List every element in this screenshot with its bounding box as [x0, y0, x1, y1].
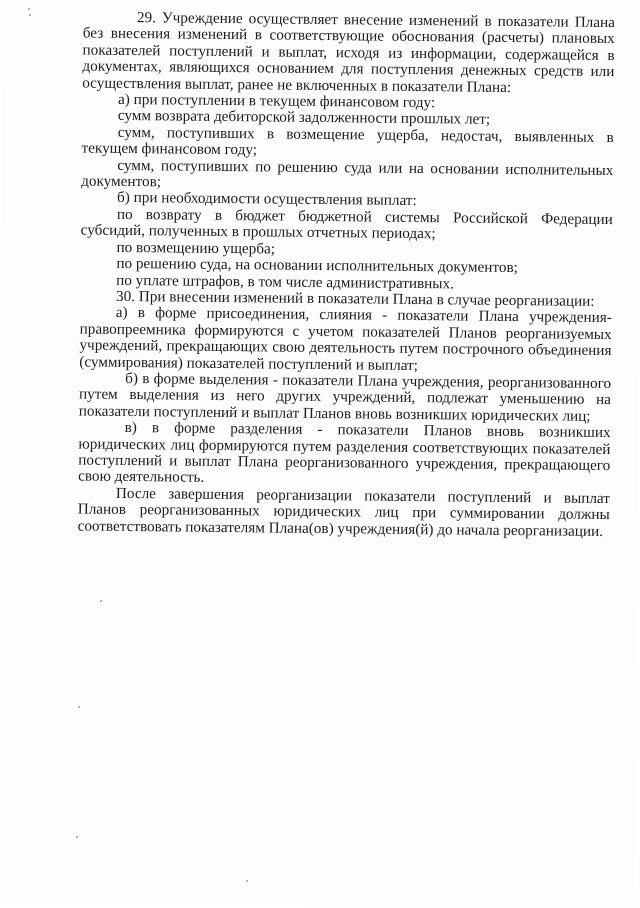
paragraph-29: 29. Учреждение осуществляет внесение изменений в показатели Плана без внесения изменений в соответствующие обоснования (расчеты) плановых показателей поступлений и выплат, исходя из информации, содержащейся в документах, являющихся основанием для поступления денежных средств или осуществления выплат, ранее не включенных в показатели Плана: — [82, 9, 616, 96]
paragraph-29-a: а) при поступлении в текущем финансовом году: — [118, 90, 436, 112]
scan-speck — [100, 600, 102, 602]
scan-speck — [28, 8, 30, 10]
document-body — [78, 10, 615, 541]
paragraph-29-b-3: по решению суда, на основании исполнительных документов; — [116, 254, 518, 277]
paragraph-30-c: в) в форме разделения - показатели Планов вновь возникших юридических лиц формируются путем разделения соответствующих показателей поступлений и выплат Плана реорганизованного учреждения, прекращающего свою деятельность. — [78, 419, 611, 487]
paragraph-29-a-3: сумм, поступивших по решению суда или на основании исполнительных документов; — [81, 156, 614, 191]
paragraph-30-b: б) в форме выделения - показатели Плана учреждения, реорганизованного путем выделения из него других учреждений, подлежат уменьшению на показатели поступлений и выплат Планов вновь возникших юридических лиц; — [78, 369, 612, 425]
scan-speck — [76, 836, 78, 838]
paragraph-29-b-4: по уплате штрафов, в том числе административных. — [116, 271, 455, 292]
paragraph-29-b-2: по возмещению ущерба; — [116, 238, 276, 258]
paragraph-29-b: б) при необходимости осуществления выплат: — [116, 189, 417, 210]
paragraph-30-closing: После завершения реорганизации показатели поступлений и выплат Планов реорганизованных юридических лиц при суммировании должны соответствовать показателям Плана(ов) учреждения(й) до начала реорганизации. — [77, 484, 611, 540]
paragraph-29-a-2: сумм, поступивших в возмещение ущерба, недостач, выявленных в текущем финансовом году; — [81, 123, 614, 159]
paragraph-30: 30. При внесении изменений в показатели Плана в случае реорганизации: — [115, 287, 595, 310]
paragraph-29-a-1: сумм возврата дебиторской задолженности прошлых лет; — [117, 107, 491, 129]
scan-speck — [78, 706, 80, 708]
paragraph-30-a: а) в форме присоединения, слияния - показатели Плана учреждения-правопреемника формируются с учетом показателей Планов реорганизуемых учреждений, прекращающих свою деятельность путем построчного объединения (суммирования) показателей поступлений и выплат; — [79, 304, 612, 374]
scan-speck — [29, 14, 31, 16]
scan-speck — [246, 880, 248, 882]
paragraph-29-b-1: по возврату в бюджет бюджетной системы Российской Федерации субсидий, полученных в прошлых отчетных периодах; — [80, 205, 613, 243]
